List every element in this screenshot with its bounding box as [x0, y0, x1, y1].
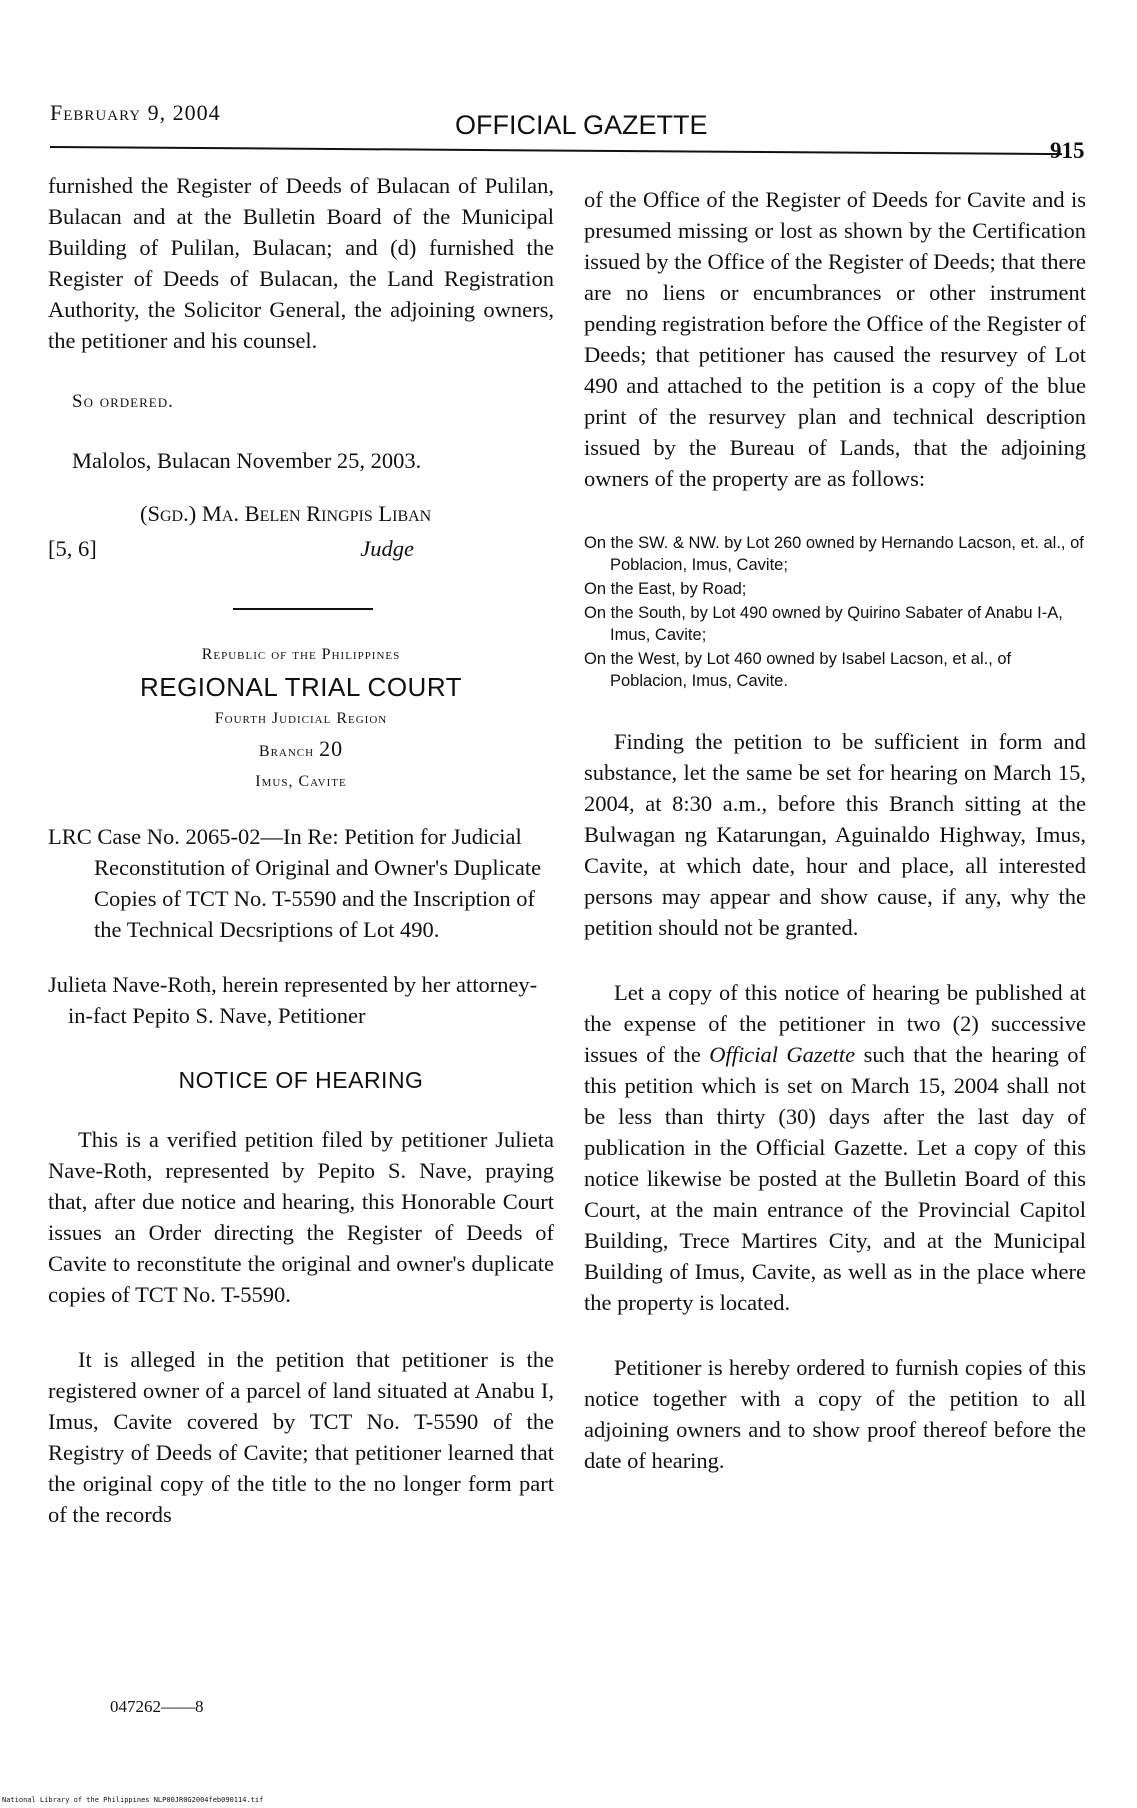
left-column: [48, 170, 554, 1530]
adjoining-owner-item: On the SW. & NW. by Lot 260 owned by Hernando Lacson, et. al., of Poblacion, Imus, Cavite;: [584, 534, 1084, 574]
adjoining-owner-item: On the West, by Lot 460 owned by Isabel Lacson, et al., of Poblacion, Imus, Cavite.: [584, 650, 1012, 690]
issue-reference: [5, 6]: [48, 536, 97, 561]
case-title: LRC Case No. 2065-02—In Re: Petition for Judicial Reconstitution of Original and Owner's Duplicate Copies of TCT No. T-5590 and the Inscription of the Technical Decsriptions of Lot 490.: [48, 824, 542, 942]
page-number: 915: [1050, 138, 1085, 163]
adjoining-owner-item: On the East, by Road;: [584, 580, 747, 598]
library-stamp: National Library of the Philippines NLP00JR0G2004feb090114.tif: [2, 1796, 264, 1804]
paragraph-petition: This is a verified petition filed by petitioner Julieta Nave-Roth, represented by Pepito S. Nave, praying that, after due notice and hearing, this Honorable Court issues an Order directing the Register of Deeds of Cavite to reconstitute the original and owner's duplicate copies of TCT No. T-5590.: [48, 1127, 554, 1307]
so-ordered: So ordered.: [72, 391, 174, 412]
adjoining-owner-item: On the South, by Lot 490 owned by Quirino Sabater of Anabu I-A, Imus, Cavite;: [584, 604, 1063, 644]
court-branch-number: 20: [319, 736, 344, 761]
court-branch: [48, 734, 554, 767]
adjoining-owners-list: [584, 532, 1086, 692]
signature-block: [140, 498, 554, 529]
paragraph-publication: [584, 977, 1086, 1318]
court-republic: Republic of the Philippines: [201, 646, 401, 663]
publication-gazette-italic: Official Gazette: [709, 1042, 856, 1067]
signature: (Sgd.) Ma. Belen Ringpis Liban: [140, 501, 432, 526]
notice-title: NOTICE OF HEARING: [178, 1067, 424, 1093]
court-branch-label: Branch: [258, 743, 315, 760]
case-parties: Julieta Nave-Roth, herein represented by her attorney-in-fact Pepito S. Nave, Petitioner: [48, 972, 538, 1028]
publication-title: OFFICIAL GAZETTE: [455, 110, 708, 140]
paragraph-allegation: It is alleged in the petition that petitioner is the registered owner of a parcel of land situated at Anabu I, Imus, Cavite covered by TCT No. T-5590 of the Registry of Deeds of Cavite; that petitioner learned that the original copy of the title to the no longer form part of the records: [48, 1347, 554, 1527]
court-name: REGIONAL TRIAL COURT: [139, 672, 463, 702]
paragraph-furnish: Petitioner is hereby ordered to furnish copies of this notice together with a copy of the petition to all adjoining owners and to show proof thereof before the date of hearing.: [584, 1355, 1086, 1473]
section-divider: [233, 608, 373, 610]
court-region: Fourth Judicial Region: [214, 710, 388, 727]
signature-row: [48, 533, 554, 564]
place-date: Malolos, Bulacan November 25, 2003.: [72, 448, 422, 473]
publication-text-b: such that the hearing of this petition which is set on March 15, 2004 shall not be less than thirty (30) days after the last day of publication in the Official Gazette. Let a copy of this notice likewise be posted at the Bulletin Board of this Court, at the main entrance of the Provincial Capitol Building, Trece Martires City, and at the Municipal Building of Imus, Cavite, as well as in the place where the property is located.: [584, 1042, 1086, 1315]
paragraph-finding: Finding the petition to be sufficient in form and substance, let the same be set for hearing on March 15, 2004, at 8:30 a.m., before this Branch sitting at the Bulwagan ng Katarungan, Aguinaldo Highway, Imus, Cavite, at which date, hour and place, all interested persons may appear and show cause, if any, why the petition should not be granted.: [584, 729, 1086, 940]
right-column: [584, 184, 1086, 1476]
footer-code: 047262——8: [110, 1697, 204, 1716]
court-heading: [48, 640, 554, 797]
continuation-paragraph: of the Office of the Register of Deeds for Cavite and is presumed missing or lost as shown by the Certification issued by the Office of the Register of Deeds; that there are no liens or encumbrances or other instrument pending registration before the Office of the Register of Deeds; that petitioner has caused the resurvey of Lot 490 and attached to the petition is a copy of the blue print of the resurvey plan and technical description issued by the Bureau of Lands, that the adjoining owners of the property are as follows:: [584, 187, 1086, 491]
header-rule: [50, 146, 1062, 155]
header-date: February 9, 2004: [50, 100, 221, 125]
court-location: Imus, Cavite: [255, 773, 347, 790]
publication-text-a: Let a copy of this notice of hearing be published at the expense of the petitioner in two (2) successive issues of the: [584, 980, 1086, 1067]
opening-paragraph: furnished the Register of Deeds of Bulacan of Pulilan, Bulacan and at the Bulletin Board of the Municipal Building of Pulilan, Bulacan; and (d) furnished the Register of Deeds of Bulacan, the Land Registration Authority, the Solicitor General, the adjoining owners, the petitioner and his counsel.: [48, 173, 554, 353]
judge-title: Judge: [360, 536, 414, 561]
